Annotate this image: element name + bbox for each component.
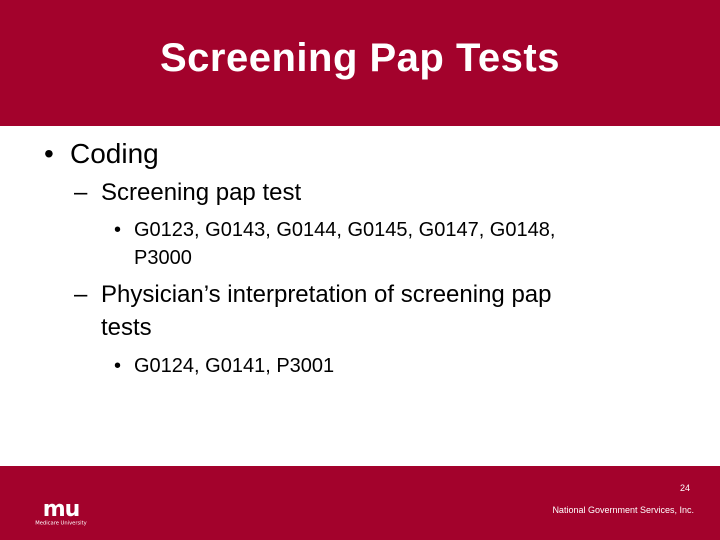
sub-bullet-text: tests — [101, 314, 152, 341]
code-list-line: G0123, G0143, G0144, G0145, G0147, G0148, — [134, 219, 556, 241]
code-bullet-marker: • — [114, 355, 122, 377]
code-bullet-marker: • — [114, 219, 122, 241]
company-name: National Government Services, Inc. — [552, 505, 694, 515]
medicare-university-logo — [30, 496, 92, 526]
logo-wordmark: mu — [42, 497, 80, 522]
sub-bullet-text: Physician’s interpretation of screening pap — [101, 281, 552, 308]
sub-bullet-text: Screening pap test — [101, 179, 302, 206]
logo-caption: Medicare University — [35, 520, 87, 526]
code-list-line: G0124, G0141, P3001 — [134, 355, 335, 377]
sub-bullet-marker: – — [74, 281, 88, 308]
slide-body — [0, 126, 720, 466]
title-banner — [0, 0, 720, 126]
code-list-line: P3000 — [134, 247, 192, 269]
sub-bullet-marker: – — [74, 179, 88, 206]
bullet-text: Coding — [70, 138, 159, 169]
slide-title: Screening Pap Tests — [159, 36, 560, 80]
page-number: 24 — [679, 483, 690, 493]
footer-banner — [0, 466, 720, 540]
bullet-marker: • — [44, 138, 54, 169]
